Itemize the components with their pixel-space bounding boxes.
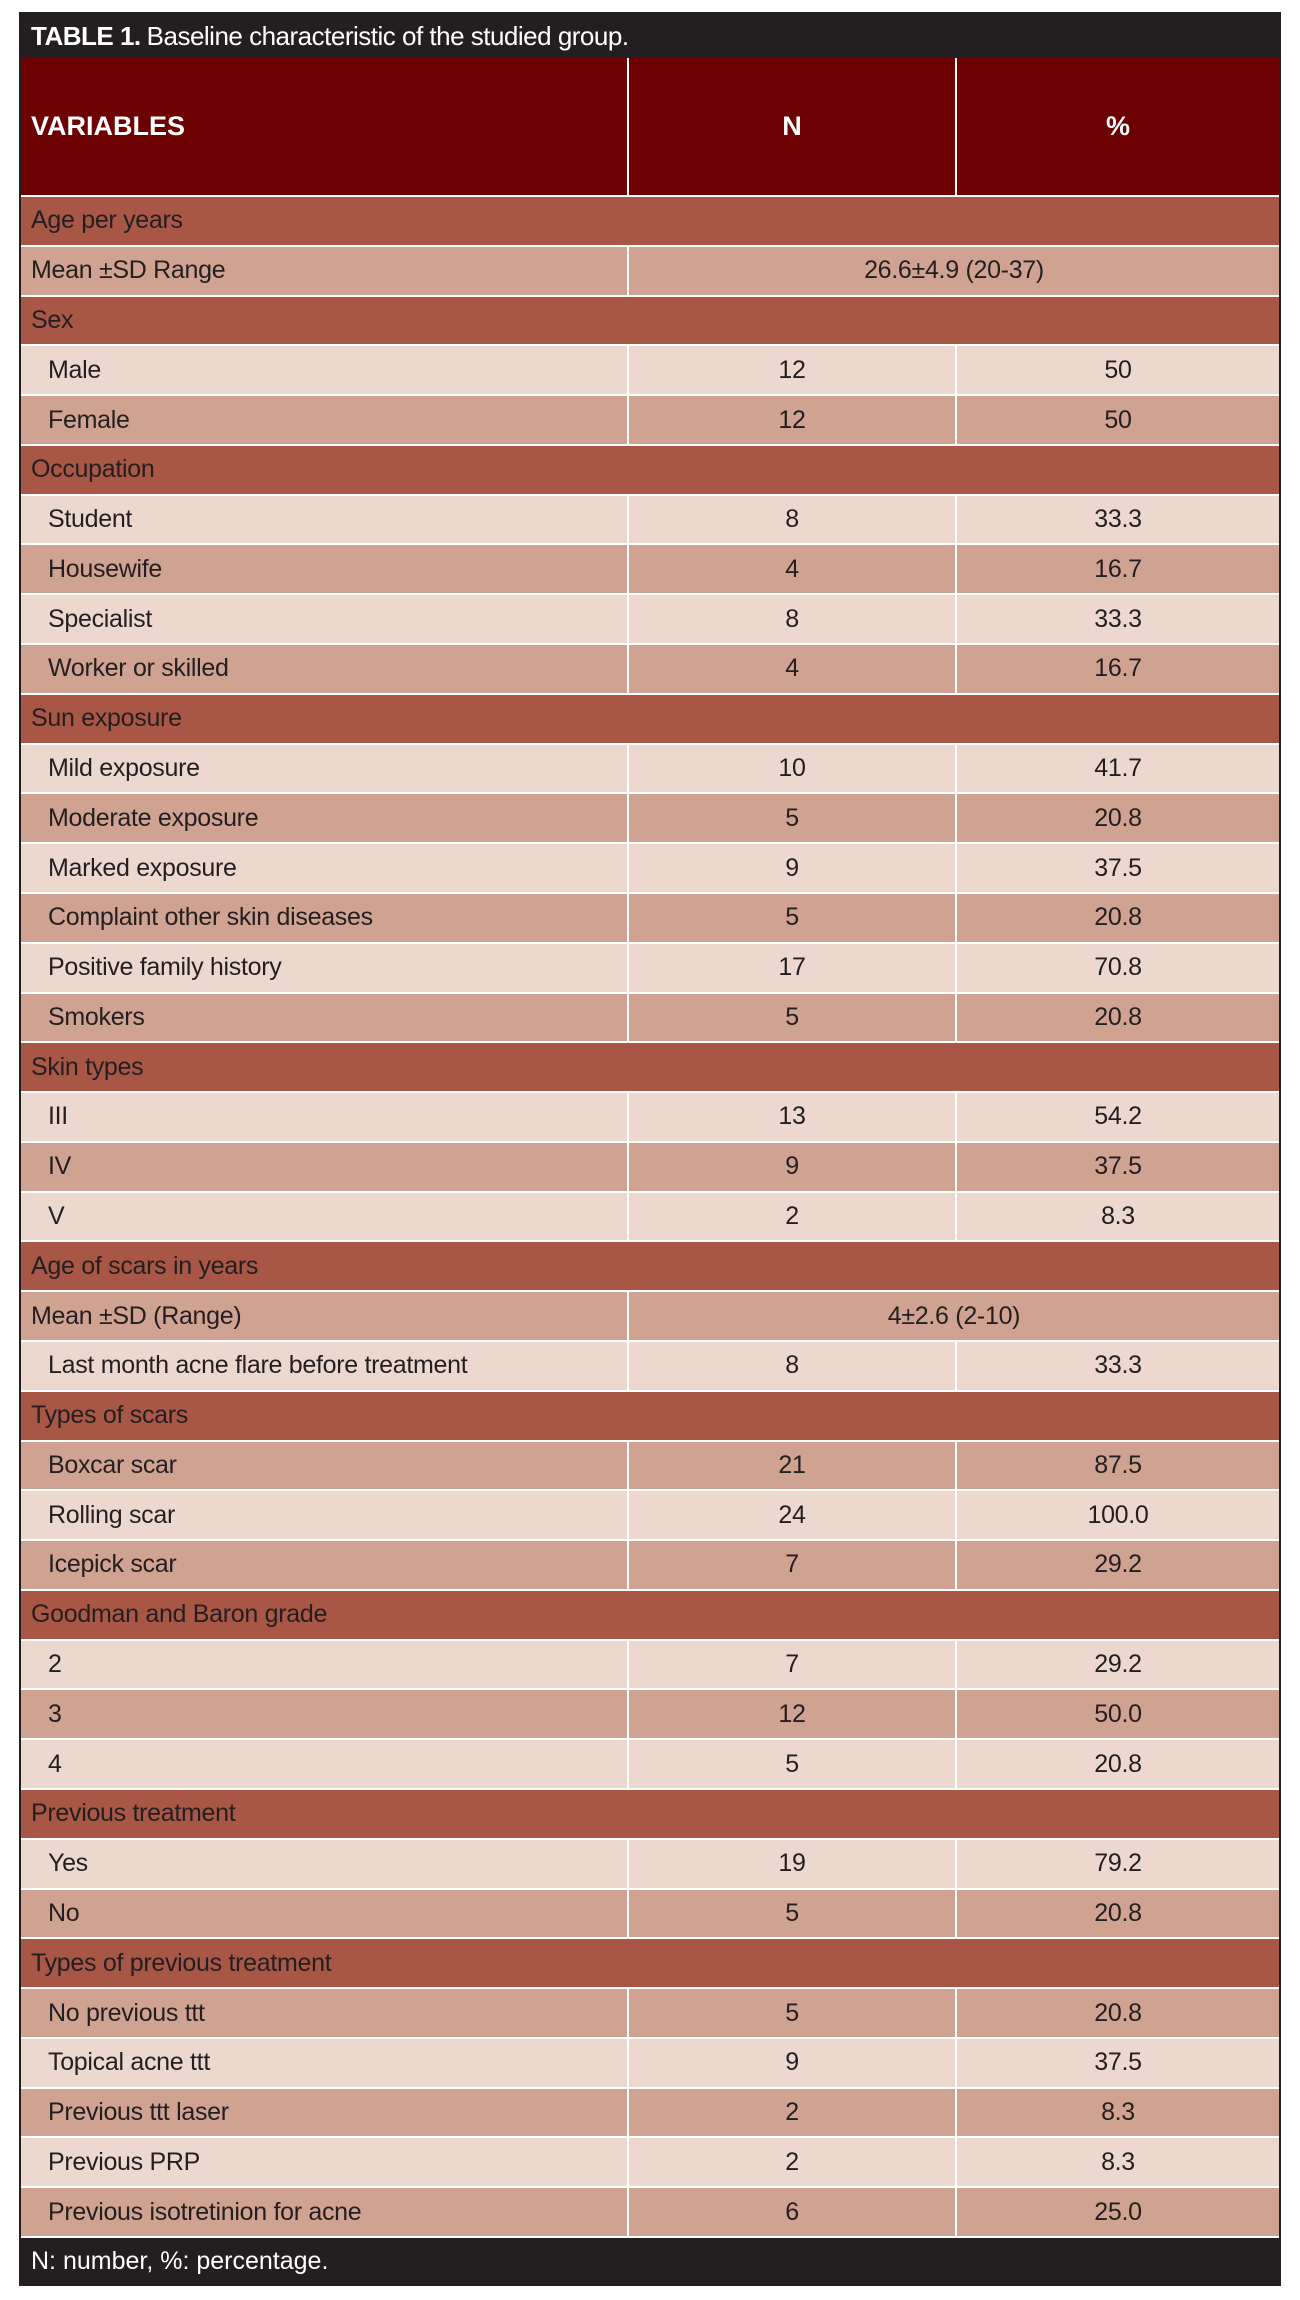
row-percent: 41.7	[955, 745, 1279, 793]
table-row	[21, 496, 1279, 546]
table-row	[21, 595, 1279, 645]
row-percent: 8.3	[955, 2089, 1279, 2137]
row-label: Marked exposure	[48, 853, 237, 882]
section-row	[21, 446, 1279, 496]
table-row	[21, 1840, 1279, 1890]
table-row	[21, 844, 1279, 894]
header-n: N	[627, 58, 955, 195]
row-n: 5	[627, 794, 955, 842]
row-n: 2	[627, 2089, 955, 2137]
row-label: Topical acne ttt	[48, 2048, 210, 2077]
row-label: Housewife	[48, 554, 163, 583]
table-row	[21, 745, 1279, 795]
row-percent: 87.5	[955, 1442, 1279, 1490]
row-label: Previous isotretinion for acne	[48, 2197, 362, 2226]
row-percent: 50	[955, 396, 1279, 444]
row-percent: 20.8	[955, 894, 1279, 942]
section-row	[21, 1043, 1279, 1093]
row-label: Worker or skilled	[48, 654, 229, 683]
section-row	[21, 1242, 1279, 1292]
header-percent: %	[955, 58, 1279, 195]
row-percent: 8.3	[955, 1193, 1279, 1241]
table-row	[21, 894, 1279, 944]
row-n: 19	[627, 1840, 955, 1888]
table-caption-text: Baseline characteristic of the studied group.	[146, 20, 629, 51]
row-n: 7	[627, 1641, 955, 1689]
row-n: 4	[627, 545, 955, 593]
table-row	[21, 1491, 1279, 1541]
row-label: Female	[48, 405, 130, 434]
table-row	[21, 247, 1279, 297]
row-percent: 20.8	[955, 1989, 1279, 2037]
section-label: Skin types	[31, 1052, 144, 1081]
table-caption-label: TABLE 1.	[31, 20, 141, 51]
table-body	[21, 197, 1279, 2238]
row-n: 10	[627, 745, 955, 793]
row-label: Mean ±SD (Range)	[31, 1301, 242, 1330]
row-label: IV	[48, 1152, 72, 1181]
table-row	[21, 1442, 1279, 1492]
section-row	[21, 1392, 1279, 1442]
row-n: 9	[627, 1143, 955, 1191]
row-n: 8	[627, 496, 955, 544]
section-label: Occupation	[31, 455, 155, 484]
row-percent: 16.7	[955, 645, 1279, 693]
row-n: 13	[627, 1093, 955, 1141]
row-label: Positive family history	[48, 953, 282, 982]
row-percent: 33.3	[955, 1342, 1279, 1390]
baseline-table	[19, 12, 1281, 2286]
table-row	[21, 1143, 1279, 1193]
row-label: Yes	[48, 1849, 88, 1878]
merged-value: 4±2.6 (2-10)	[627, 1292, 1279, 1340]
section-label: Goodman and Baron grade	[31, 1600, 328, 1629]
table-row	[21, 1890, 1279, 1940]
table-row	[21, 645, 1279, 695]
row-n: 5	[627, 1890, 955, 1938]
row-percent: 29.2	[955, 1541, 1279, 1589]
row-label: Boxcar scar	[48, 1450, 177, 1479]
section-row	[21, 1591, 1279, 1641]
row-percent: 20.8	[955, 1890, 1279, 1938]
row-label: 4	[48, 1749, 62, 1778]
row-percent: 33.3	[955, 595, 1279, 643]
row-label: Mean ±SD Range	[31, 256, 226, 285]
table-row	[21, 1541, 1279, 1591]
table-caption	[21, 14, 1279, 58]
row-percent: 50	[955, 346, 1279, 394]
table-row	[21, 545, 1279, 595]
row-percent: 50.0	[955, 1690, 1279, 1738]
table-row	[21, 2138, 1279, 2188]
row-percent: 33.3	[955, 496, 1279, 544]
row-n: 5	[627, 894, 955, 942]
row-label: Male	[48, 355, 101, 384]
table-row	[21, 1093, 1279, 1143]
row-label: Last month acne flare before treatment	[48, 1351, 468, 1380]
row-label: Mild exposure	[48, 753, 200, 782]
table-row	[21, 1690, 1279, 1740]
row-label: Moderate exposure	[48, 803, 259, 832]
row-label: No previous ttt	[48, 1998, 205, 2027]
row-label: Icepick scar	[48, 1550, 177, 1579]
row-n: 5	[627, 1740, 955, 1788]
row-percent: 54.2	[955, 1093, 1279, 1141]
row-percent: 29.2	[955, 1641, 1279, 1689]
table-row	[21, 944, 1279, 994]
row-label: Student	[48, 505, 133, 534]
row-n: 7	[627, 1541, 955, 1589]
row-n: 2	[627, 2138, 955, 2186]
row-percent: 20.8	[955, 794, 1279, 842]
row-label: Smokers	[48, 1002, 145, 1031]
row-n: 12	[627, 1690, 955, 1738]
row-n: 24	[627, 1491, 955, 1539]
row-n: 6	[627, 2188, 955, 2236]
table-row	[21, 1342, 1279, 1392]
table-row	[21, 2089, 1279, 2139]
merged-value: 26.6±4.9 (20-37)	[627, 247, 1279, 295]
table-header	[21, 58, 1279, 197]
section-row	[21, 1790, 1279, 1840]
table-row	[21, 1989, 1279, 2039]
row-label: Complaint other skin diseases	[48, 903, 373, 932]
section-row	[21, 695, 1279, 745]
table-footnote: N: number, %: percentage.	[21, 2238, 1279, 2284]
table-row	[21, 2039, 1279, 2089]
row-label: Specialist	[48, 604, 152, 633]
table-row	[21, 396, 1279, 446]
table-row	[21, 1641, 1279, 1691]
section-label: Age of scars in years	[31, 1251, 259, 1280]
row-n: 4	[627, 645, 955, 693]
section-row	[21, 297, 1279, 347]
row-percent: 70.8	[955, 944, 1279, 992]
section-row	[21, 1939, 1279, 1989]
section-label: Sex	[31, 305, 74, 334]
table-row	[21, 794, 1279, 844]
section-row	[21, 197, 1279, 247]
row-n: 5	[627, 994, 955, 1042]
section-label: Types of previous treatment	[31, 1948, 332, 1977]
row-n: 5	[627, 1989, 955, 2037]
row-n: 2	[627, 1193, 955, 1241]
table-row	[21, 346, 1279, 396]
section-label: Age per years	[31, 206, 183, 235]
row-n: 21	[627, 1442, 955, 1490]
row-n: 8	[627, 1342, 955, 1390]
row-n: 9	[627, 2039, 955, 2087]
row-n: 12	[627, 396, 955, 444]
row-n: 8	[627, 595, 955, 643]
row-percent: 16.7	[955, 545, 1279, 593]
row-percent: 8.3	[955, 2138, 1279, 2186]
section-label: Previous treatment	[31, 1799, 236, 1828]
row-percent: 25.0	[955, 2188, 1279, 2236]
row-percent: 37.5	[955, 844, 1279, 892]
row-n: 9	[627, 844, 955, 892]
header-variables: VARIABLES	[31, 111, 186, 141]
row-n: 17	[627, 944, 955, 992]
row-percent: 20.8	[955, 1740, 1279, 1788]
row-n: 12	[627, 346, 955, 394]
row-percent: 79.2	[955, 1840, 1279, 1888]
section-label: Sun exposure	[31, 704, 182, 733]
row-percent: 37.5	[955, 1143, 1279, 1191]
table-row	[21, 1292, 1279, 1342]
row-label: Previous PRP	[48, 2147, 201, 2176]
row-label: No	[48, 1898, 80, 1927]
row-label: 3	[48, 1699, 62, 1728]
row-label: Rolling scar	[48, 1500, 176, 1529]
row-percent: 100.0	[955, 1491, 1279, 1539]
row-label: III	[48, 1102, 68, 1131]
table-row	[21, 1740, 1279, 1790]
row-label: V	[48, 1202, 65, 1231]
row-percent: 37.5	[955, 2039, 1279, 2087]
row-label: Previous ttt laser	[48, 2098, 229, 2127]
table-row	[21, 2188, 1279, 2238]
row-percent: 20.8	[955, 994, 1279, 1042]
table-row	[21, 994, 1279, 1044]
row-label: 2	[48, 1650, 62, 1679]
table-row	[21, 1193, 1279, 1243]
section-label: Types of scars	[31, 1401, 188, 1430]
